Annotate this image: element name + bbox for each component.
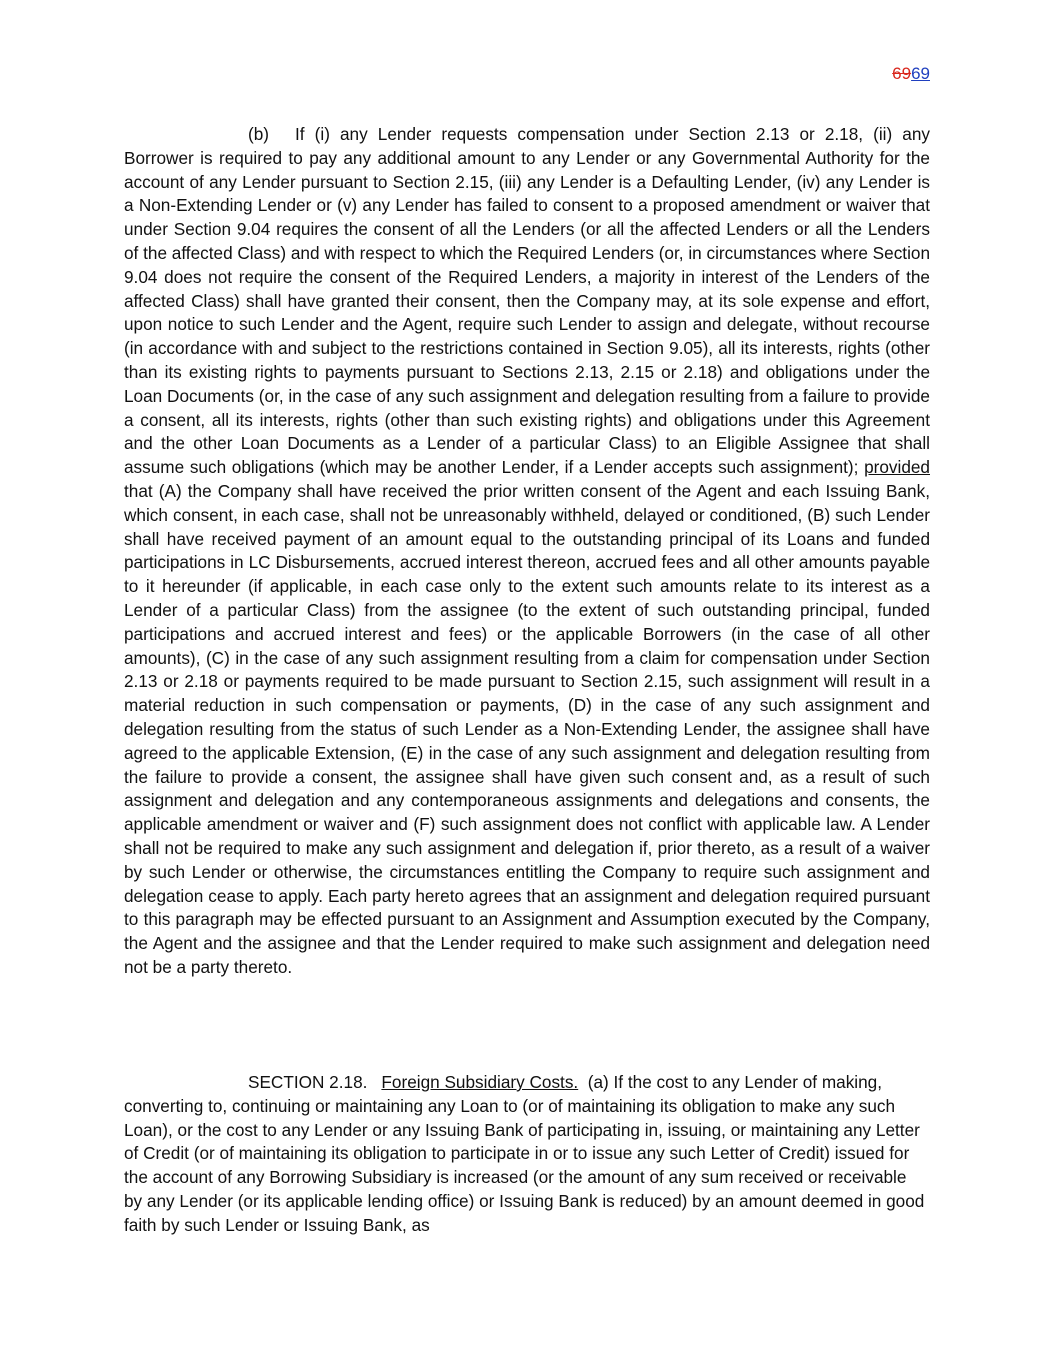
paragraph-b-label: (b) <box>248 124 270 144</box>
section-2-18-text: (a) If the cost to any Lender of making, converting to, continuing or maintaining any Loan to (or of maintaining its obligation to make any such Loan), or the cost to any Lender or any Issuing Bank of participating in, issuing, or maintaining any Letter of Credit (or of maintaining its obligation to participate in or to issue any such Letter of Credit) issued for the account of any Borrowing Subsidiary is increased (or the amount of any sum received or receivable by any Lender (or its applicable lending office) or Issuing Bank is reduced) by an amount deemed in good faith by such Lender or Issuing Bank, as <box>124 1072 930 1235</box>
paragraph-b <box>124 123 930 980</box>
section-2-18-number: SECTION 2.18. <box>248 1072 368 1092</box>
provided-term: provided <box>864 457 930 478</box>
section-2-18 <box>124 1071 930 1238</box>
section-2-18-heading: Foreign Subsidiary Costs. <box>381 1072 579 1092</box>
paragraph-b-text-before: If (i) any Lender requests compensation under Section 2.13 or 2.18, (ii) any Borrower is required to pay any additional amount to any Lender or any Governmental Authority for the account of any Lender pursuant to Section 2.15, (iii) any Lender is a Defaulting Lender, (iv) any Lender is a Non-Extending Lender or (v) any Lender has failed to consent to a proposed amendment or waiver that under Section 9.04 requires the consent of all the Lenders (or all the affected Lenders or all the Lenders of the affected Class) and with respect to which the Required Lenders (or, in circumstances where Section 9.04 does not require the consent of the Required Lenders, a majority in interest of the Lenders of the affected Class) shall have granted their consent, then the Company may, at its sole expense and effort, upon notice to such Lender and the Agent, require such Lender to assign and delegate, without recourse (in accordance with and subject to the restrictions contained in Section 9.05), all its interests, rights (other than its existing rights to payments pursuant to Sections 2.13, 2.15 or 2.18) and obligations under the Loan Documents (or, in the case of any such assignment and delegation resulting from a failure to provide a consent, all its interests, rights (other than such existing rights) and obligations under this Agreement and the other Loan Documents as a Lender of a particular Class) to an Eligible Assignee that shall assume such obligations (which may be another Lender, if a Lender accepts such assignment); <box>124 124 930 478</box>
page-number <box>892 63 930 85</box>
page-number-deleted: 69 <box>892 64 912 83</box>
paragraph-b-text-after: that (A) the Company shall have received the prior written consent of the Agent and each Issuing Bank, which consent, in each case, shall not be unreasonably withheld, delayed or conditioned, (B) such Lender shall have received payment of an amount equal to the outstanding principal of its Loans and funded participations in LC Disbursements, accrued interest thereon, accrued fees and all other amounts payable to it hereunder (if applicable, in each case only to the extent such amounts relate to its interest as a Lender of a particular Class) from the assignee (to the extent of such outstanding principal, funded participations and accrued interest and fees) or the applicable Borrowers (in the case of all other amounts), (C) in the case of any such assignment resulting from a claim for compensation under Section 2.13 or 2.18 or payments required to be made pursuant to Section 2.15, such assignment will result in a material reduction in such compensation or payments, (D) in the case of any such assignment and delegation resulting from the status of such Lender as a Non-Extending Lender, the assignee shall have agreed to the applicable Extension, (E) in the case of any such assignment and delegation resulting from the failure to provide a consent, the assignee shall have given such consent and, as a result of such assignment and delegation and any contemporaneous assignments and delegations and consents, the applicable amendment or waiver and (F) such assignment does not conflict with applicable law. A Lender shall not be required to make any such assignment and delegation if, prior thereto, as a result of a waiver by such Lender or otherwise, the circumstances entitling the Company to require such assignment and delegation cease to apply. Each party hereto agrees that an assignment and delegation required pursuant to this paragraph may be effected pursuant to an Assignment and Assumption executed by the Company, the Agent and the assignee and that the Lender required to make such assignment and delegation need not be a party thereto. <box>124 480 930 977</box>
page-number-inserted: 69 <box>911 64 930 83</box>
